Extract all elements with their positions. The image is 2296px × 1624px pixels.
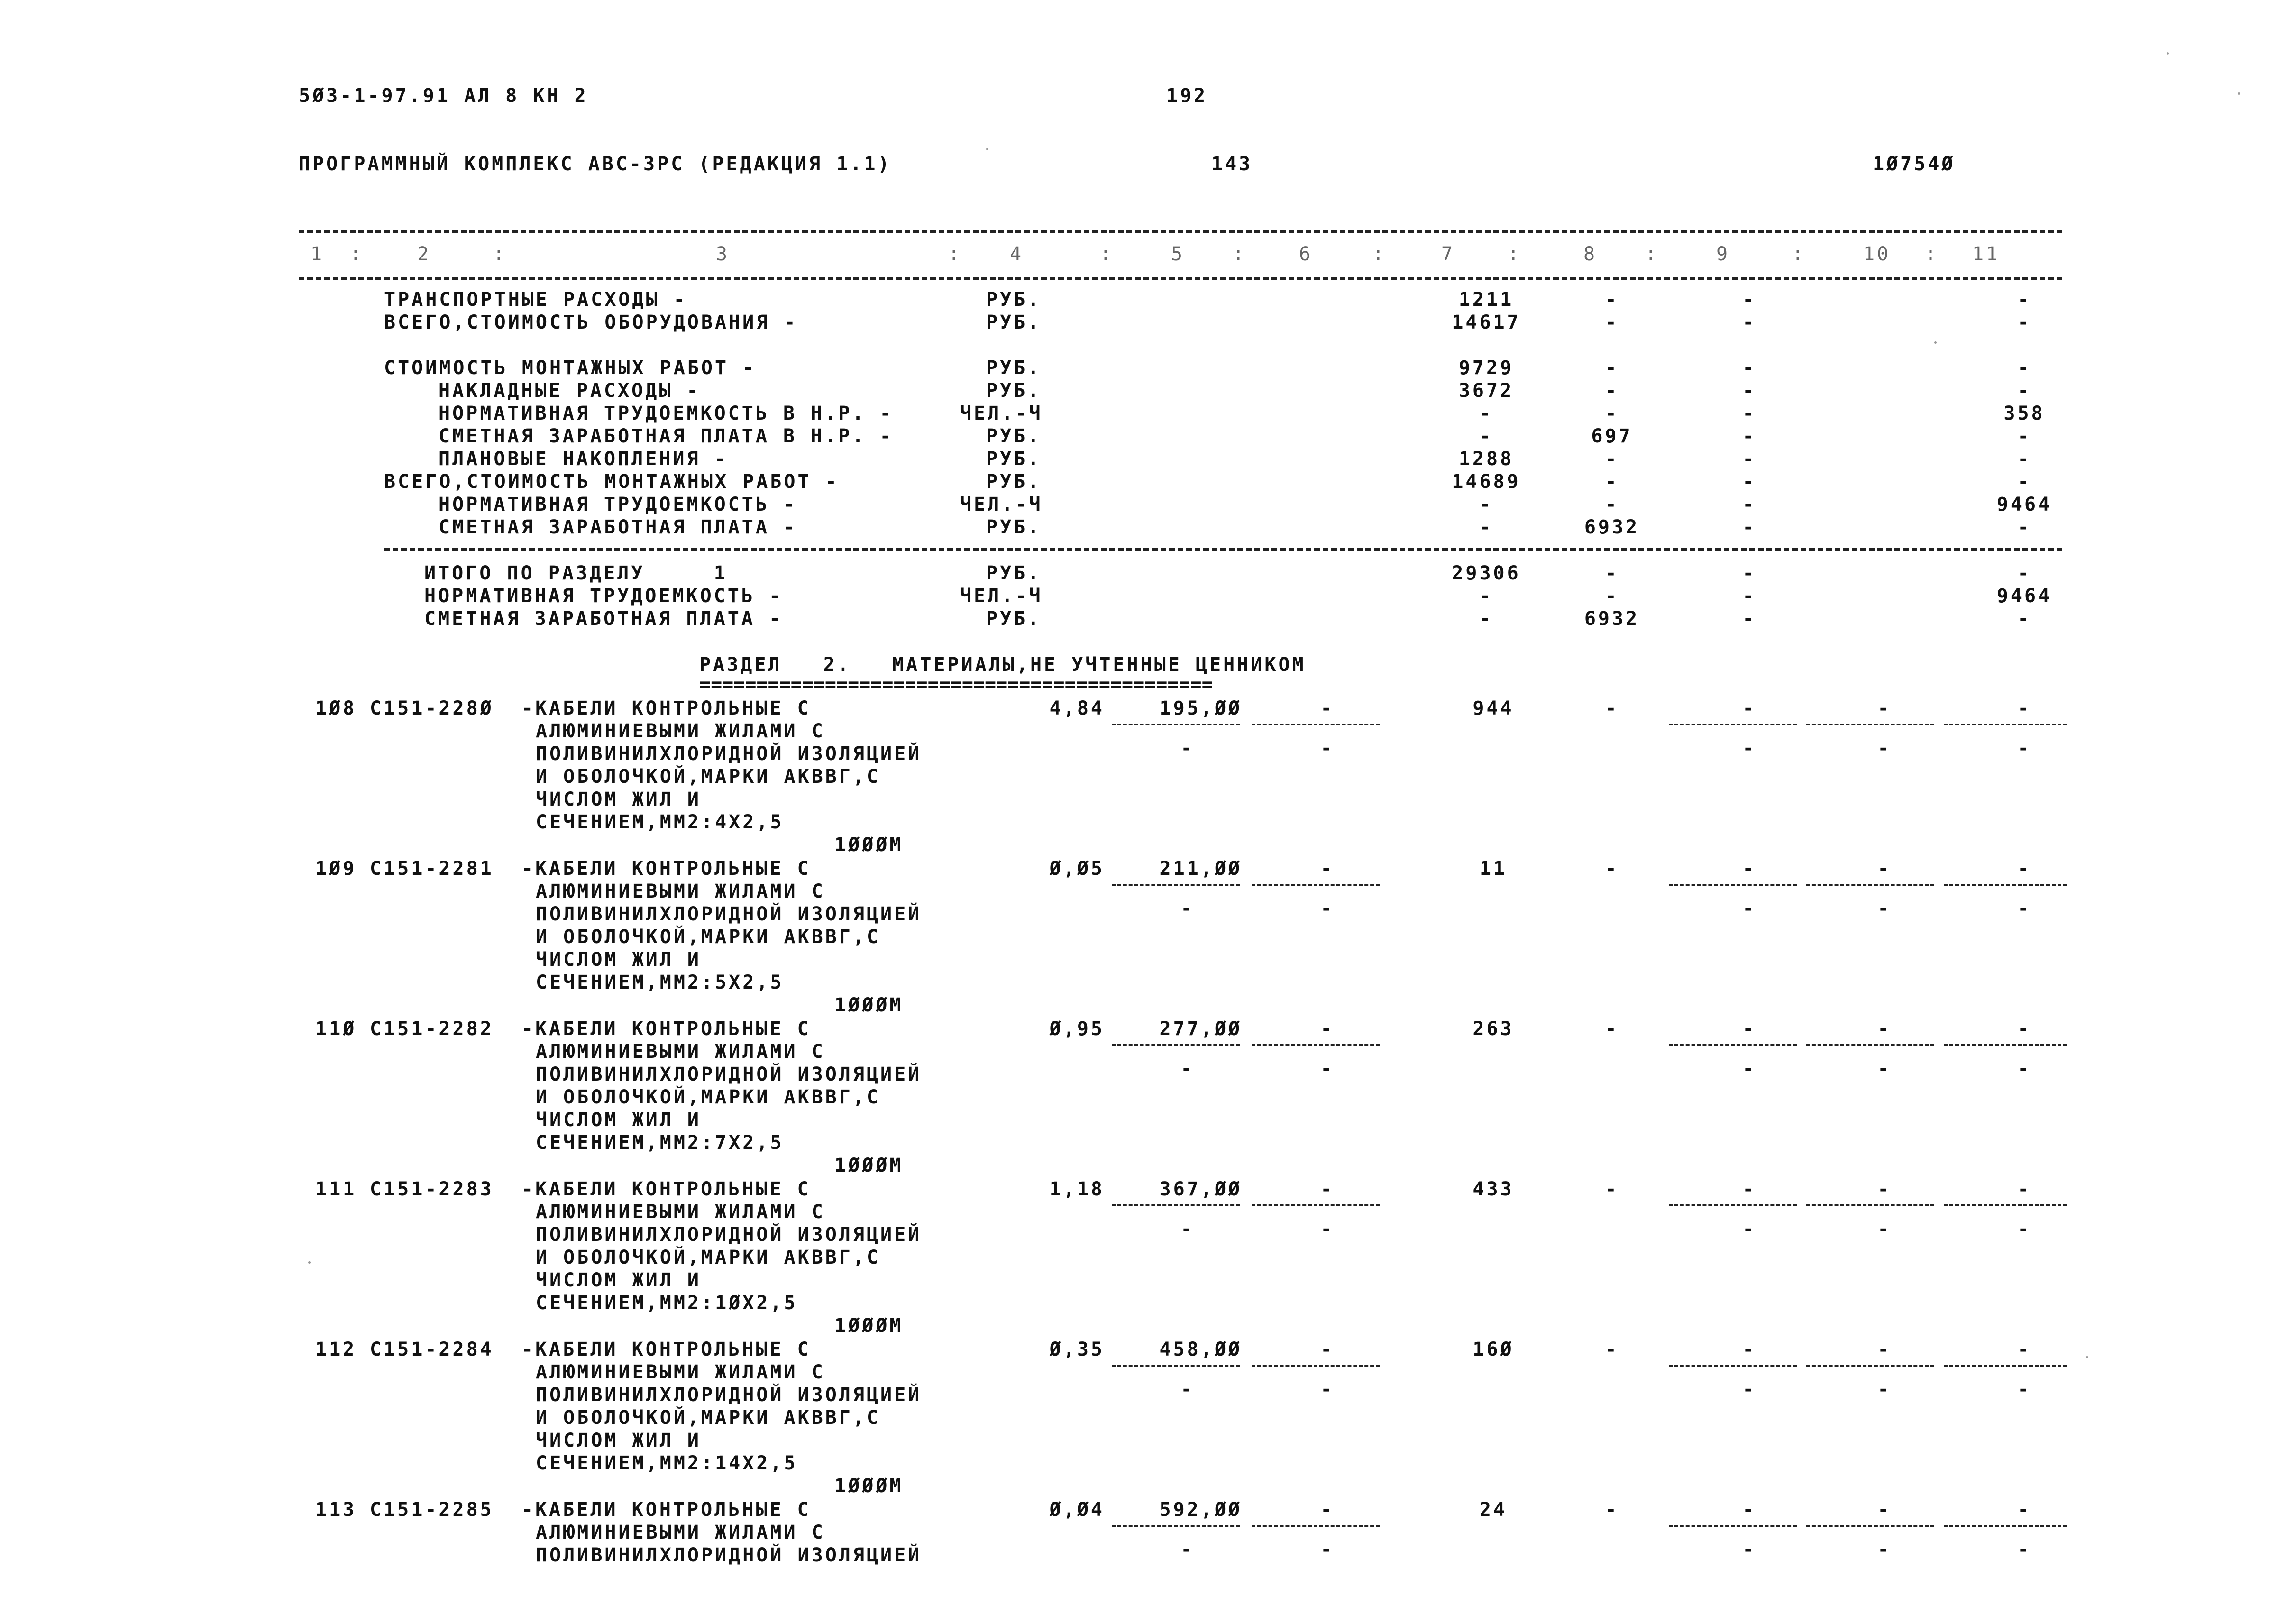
total-unit: ЧЕЛ.-Ч: [960, 585, 1043, 607]
item-subtotal-rule: [1669, 724, 1797, 725]
item-description-line: СЕЧЕНИЕМ,ММ2:5Х2,5: [536, 972, 784, 993]
item-col9: -: [1742, 1339, 1756, 1360]
item-unit: 1ØØØМ: [834, 1155, 904, 1176]
item-description-line: СЕЧЕНИЕМ,ММ2:4Х2,5: [536, 811, 784, 833]
item-col11: -: [2017, 1178, 2031, 1200]
item-sub-col10: -: [1877, 1539, 1892, 1560]
item-price: 195,ØØ: [1159, 697, 1242, 719]
item-subtotal-rule: [1944, 1044, 2067, 1046]
page-number: 192: [1166, 85, 1208, 107]
summary-col8: 697: [1591, 425, 1633, 447]
item-description-line: -КАБЕЛИ КОНТРОЛЬНЫЕ С: [521, 1339, 811, 1360]
item-description-line: ПОЛИВИНИЛХЛОРИДНОЙ ИЗОЛЯЦИЕЙ: [536, 903, 922, 925]
item-sub-col10: -: [1877, 737, 1892, 759]
summary-col9: -: [1742, 516, 1756, 538]
column-header-cell: 2: [417, 243, 431, 265]
total-col7: 29306: [1452, 562, 1521, 584]
total-col8: -: [1605, 562, 1619, 584]
item-col11: -: [2017, 858, 2031, 880]
column-header-cell: :: [350, 243, 364, 265]
item-description-line: АЛЮМИНИЕВЫМИ ЖИЛАМИ С: [536, 720, 825, 742]
item-col8: -: [1605, 697, 1619, 719]
item-number: 1Ø9: [315, 858, 357, 880]
item-description-line: -КАБЕЛИ КОНТРОЛЬНЫЕ С: [521, 1499, 811, 1521]
item-col9: -: [1742, 697, 1756, 719]
item-sub-col6: -: [1320, 1058, 1335, 1080]
column-header-cell: :: [1100, 243, 1114, 265]
item-code: С151-2283: [370, 1178, 494, 1200]
summary-col7: -: [1479, 516, 1493, 538]
item-quantity: Ø,Ø5: [1049, 858, 1105, 880]
summary-col7: 14617: [1452, 312, 1521, 333]
item-subtotal-rule: [1252, 1525, 1380, 1527]
summary-col7: 1288: [1458, 448, 1514, 470]
item-subtotal-rule: [1252, 884, 1380, 886]
item-sub-col6: -: [1320, 1378, 1335, 1400]
summary-col7: 14689: [1452, 471, 1521, 493]
item-col11: -: [2017, 1339, 2031, 1360]
item-description-line: -КАБЕЛИ КОНТРОЛЬНЫЕ С: [521, 697, 811, 719]
item-subtotal-rule: [1806, 1365, 1934, 1367]
item-description-line: И ОБОЛОЧКОЙ,МАРКИ АКВВГ,С: [536, 926, 881, 948]
item-subtotal-rule: [1806, 1525, 1934, 1527]
item-col8: -: [1605, 858, 1619, 880]
summary-col11: -: [2017, 357, 2031, 379]
scan-speck: [308, 1261, 311, 1264]
total-unit: РУБ.: [986, 562, 1042, 584]
summary-col7: 9729: [1458, 357, 1514, 379]
summary-col7: -: [1479, 494, 1493, 515]
item-col11: -: [2017, 697, 2031, 719]
item-subtotal-rule: [1806, 1204, 1934, 1206]
item-unit: 1ØØØМ: [834, 994, 904, 1016]
item-number: 1Ø8: [315, 697, 357, 719]
item-description-line: ПОЛИВИНИЛХЛОРИДНОЙ ИЗОЛЯЦИЕЙ: [536, 1384, 922, 1406]
total-col11: -: [2017, 608, 2031, 630]
summary-col8: -: [1605, 289, 1619, 311]
summary-label: СТОИМОСТЬ МОНТАЖНЫХ РАБОТ -: [384, 357, 757, 379]
item-subtotal-rule: [1669, 884, 1797, 886]
summary-col11: -: [2017, 312, 2031, 333]
section-title-underline: =============================================: [699, 674, 1213, 696]
item-subtotal-rule: [1112, 1365, 1240, 1367]
summary-label: НАКЛАДНЫЕ РАСХОДЫ -: [439, 380, 701, 402]
item-sub-col6: -: [1320, 1218, 1335, 1240]
item-col8: -: [1605, 1499, 1619, 1521]
summary-col11: -: [2017, 380, 2031, 402]
item-col9: -: [1742, 858, 1756, 880]
item-sub-col6: -: [1320, 898, 1335, 919]
item-subtotal-rule: [1252, 724, 1380, 725]
item-subtotal-rule: [1806, 724, 1934, 725]
item-col8: -: [1605, 1018, 1619, 1040]
sheet-number: 143: [1211, 153, 1253, 175]
summary-unit: РУБ.: [986, 516, 1042, 538]
item-col9: -: [1742, 1499, 1756, 1521]
item-description-line: ПОЛИВИНИЛХЛОРИДНОЙ ИЗОЛЯЦИЕЙ: [536, 1064, 922, 1085]
summary-col11: 9464: [1996, 494, 2052, 515]
item-subtotal-rule: [1669, 1525, 1797, 1527]
document-number: 1Ø754Ø: [1873, 153, 1956, 175]
item-sub-col10: -: [1877, 1378, 1892, 1400]
item-subtotal-rule: [1252, 1204, 1380, 1206]
item-description-line: СЕЧЕНИЕМ,ММ2:7Х2,5: [536, 1132, 784, 1154]
program-title: ПРОГРАММНЫЙ КОМПЛЕКС АВС-3РС (РЕДАКЦИЯ 1.1): [299, 153, 892, 175]
column-header-cell: :: [493, 243, 507, 265]
item-description-line: ЧИСЛОМ ЖИЛ И: [536, 1430, 701, 1451]
item-col10: -: [1877, 1339, 1892, 1360]
item-col6: -: [1320, 697, 1335, 719]
item-subtotal-rule: [1669, 1044, 1797, 1046]
summary-label: ПЛАНОВЫЕ НАКОПЛЕНИЯ -: [439, 448, 728, 470]
item-subtotal-rule: [1252, 1044, 1380, 1046]
item-col8: -: [1605, 1339, 1619, 1360]
table-top-rule: [299, 230, 2062, 233]
summary-col8: -: [1605, 403, 1619, 424]
item-subtotal-rule: [1806, 1044, 1934, 1046]
item-code: С151-228Ø: [370, 697, 494, 719]
item-description-line: АЛЮМИНИЕВЫМИ ЖИЛАМИ С: [536, 1041, 825, 1063]
summary-label: ТРАНСПОРТНЫЕ РАСХОДЫ -: [384, 289, 687, 311]
summary-label: НОРМАТИВНАЯ ТРУДОЕМКОСТЬ -: [439, 494, 797, 515]
item-description-line: ЧИСЛОМ ЖИЛ И: [536, 1269, 701, 1291]
column-header-cell: 7: [1441, 243, 1455, 265]
summary-col7: -: [1479, 425, 1493, 447]
item-sub-col11: -: [2017, 1378, 2031, 1400]
total-col9: -: [1742, 562, 1756, 584]
item-sub-col9: -: [1742, 737, 1756, 759]
item-sub-col6: -: [1320, 737, 1335, 759]
summary-col7: 3672: [1458, 380, 1514, 402]
summary-unit: РУБ.: [986, 471, 1042, 493]
item-quantity: Ø,95: [1049, 1018, 1105, 1040]
item-code: С151-2282: [370, 1018, 494, 1040]
summary-col9: -: [1742, 448, 1756, 470]
summary-unit: РУБ.: [986, 448, 1042, 470]
item-description-line: ПОЛИВИНИЛХЛОРИДНОЙ ИЗОЛЯЦИЕЙ: [536, 743, 922, 765]
item-subtotal-rule: [1112, 1525, 1240, 1527]
summary-col9: -: [1742, 403, 1756, 424]
item-sub-col11: -: [2017, 1218, 2031, 1240]
item-col6: -: [1320, 858, 1335, 880]
item-col10: -: [1877, 1499, 1892, 1521]
item-col10: -: [1877, 1178, 1892, 1200]
column-header-cell: 6: [1299, 243, 1313, 265]
summary-col11: -: [2017, 448, 2031, 470]
item-quantity: Ø,Ø4: [1049, 1499, 1105, 1521]
item-sub-col10: -: [1877, 898, 1892, 919]
scan-speck: [1934, 341, 1937, 344]
column-header-cell: 11: [1972, 243, 2000, 265]
document-code: 5Ø3-1-97.91 АЛ 8 КН 2: [299, 85, 588, 107]
item-description-line: -КАБЕЛИ КОНТРОЛЬНЫЕ С: [521, 858, 811, 880]
item-col11: -: [2017, 1499, 2031, 1521]
item-col7: 24: [1479, 1499, 1508, 1521]
column-header-cell: 1: [311, 243, 325, 265]
item-col10: -: [1877, 697, 1892, 719]
item-number: 112: [315, 1339, 357, 1360]
summary-col9: -: [1742, 425, 1756, 447]
item-sub-col9: -: [1742, 1058, 1756, 1080]
item-col10: -: [1877, 858, 1892, 880]
column-header-cell: 8: [1583, 243, 1598, 265]
item-description-line: ЧИСЛОМ ЖИЛ И: [536, 1109, 701, 1131]
column-header-cell: :: [948, 243, 962, 265]
item-price: 367,ØØ: [1159, 1178, 1242, 1200]
item-sub-col5: -: [1180, 1539, 1195, 1560]
summary-col9: -: [1742, 494, 1756, 515]
summary-unit: РУБ.: [986, 357, 1042, 379]
total-col7: -: [1479, 608, 1493, 630]
summary-col8: -: [1605, 380, 1619, 402]
item-col6: -: [1320, 1339, 1335, 1360]
item-subtotal-rule: [1669, 1365, 1797, 1367]
item-col7: 16Ø: [1473, 1339, 1514, 1360]
summary-unit: РУБ.: [986, 312, 1042, 333]
item-quantity: Ø,35: [1049, 1339, 1105, 1360]
item-sub-col11: -: [2017, 898, 2031, 919]
item-price: 458,ØØ: [1159, 1339, 1242, 1360]
total-col11: 9464: [1996, 585, 2052, 607]
item-sub-col5: -: [1180, 898, 1195, 919]
item-subtotal-rule: [1252, 1365, 1380, 1367]
column-header-cell: 5: [1171, 243, 1185, 265]
item-sub-col5: -: [1180, 1378, 1195, 1400]
item-sub-col6: -: [1320, 1539, 1335, 1560]
item-description-line: И ОБОЛОЧКОЙ,МАРКИ АКВВГ,С: [536, 1407, 881, 1429]
column-header-cell: :: [1645, 243, 1659, 265]
item-col7: 11: [1479, 858, 1508, 880]
summary-unit: РУБ.: [986, 425, 1042, 447]
item-code: С151-2281: [370, 858, 494, 880]
item-col7: 263: [1473, 1018, 1514, 1040]
item-sub-col9: -: [1742, 1218, 1756, 1240]
summary-col8: -: [1605, 471, 1619, 493]
scan-speck: [2167, 52, 2169, 55]
item-price: 211,ØØ: [1159, 858, 1242, 880]
item-code: С151-2285: [370, 1499, 494, 1521]
item-sub-col10: -: [1877, 1058, 1892, 1080]
item-subtotal-rule: [1944, 724, 2067, 725]
item-description-line: И ОБОЛОЧКОЙ,МАРКИ АКВВГ,С: [536, 1086, 881, 1108]
column-header-cell: 9: [1716, 243, 1730, 265]
summary-col7: -: [1479, 403, 1493, 424]
item-description-line: -КАБЕЛИ КОНТРОЛЬНЫЕ С: [521, 1018, 811, 1040]
item-col11: -: [2017, 1018, 2031, 1040]
summary-unit: ЧЕЛ.-Ч: [960, 403, 1043, 424]
item-description-line: СЕЧЕНИЕМ,ММ2:1ØХ2,5: [536, 1292, 798, 1314]
item-description-line: АЛЮМИНИЕВЫМИ ЖИЛАМИ С: [536, 881, 825, 902]
item-sub-col9: -: [1742, 1378, 1756, 1400]
summary-col8: -: [1605, 357, 1619, 379]
item-description-line: ПОЛИВИНИЛХЛОРИДНОЙ ИЗОЛЯЦИЕЙ: [536, 1544, 922, 1566]
item-unit: 1ØØØМ: [834, 1315, 904, 1337]
summary-col9: -: [1742, 380, 1756, 402]
item-subtotal-rule: [1112, 884, 1240, 886]
item-sub-col5: -: [1180, 1058, 1195, 1080]
item-subtotal-rule: [1944, 884, 2067, 886]
item-col8: -: [1605, 1178, 1619, 1200]
item-description-line: -КАБЕЛИ КОНТРОЛЬНЫЕ С: [521, 1178, 811, 1200]
item-number: 111: [315, 1178, 357, 1200]
item-subtotal-rule: [1112, 1204, 1240, 1206]
summary-col8: 6932: [1584, 516, 1640, 538]
item-col6: -: [1320, 1178, 1335, 1200]
column-header-cell: 4: [1010, 243, 1024, 265]
item-subtotal-rule: [1806, 884, 1934, 886]
total-col7: -: [1479, 585, 1493, 607]
item-col7: 944: [1473, 697, 1514, 719]
column-header-cell: :: [1792, 243, 1806, 265]
summary-col11: -: [2017, 471, 2031, 493]
total-col8: -: [1605, 585, 1619, 607]
summary-col8: -: [1605, 448, 1619, 470]
item-quantity: 4,84: [1049, 697, 1105, 719]
scan-speck: [2238, 92, 2240, 95]
item-description-line: И ОБОЛОЧКОЙ,МАРКИ АКВВГ,С: [536, 1247, 881, 1268]
summary-col11: -: [2017, 289, 2031, 311]
item-price: 592,ØØ: [1159, 1499, 1242, 1521]
item-col10: -: [1877, 1018, 1892, 1040]
item-sub-col11: -: [2017, 1539, 2031, 1560]
item-sub-col11: -: [2017, 737, 2031, 759]
item-col9: -: [1742, 1178, 1756, 1200]
header-bottom-rule: [299, 277, 2062, 280]
summary-col8: -: [1605, 494, 1619, 515]
scan-speck: [2086, 1356, 2088, 1358]
summary-unit: ЧЕЛ.-Ч: [960, 494, 1043, 515]
item-unit: 1ØØØМ: [834, 1475, 904, 1497]
item-sub-col9: -: [1742, 1539, 1756, 1560]
column-header-cell: :: [1372, 243, 1387, 265]
item-description-line: АЛЮМИНИЕВЫМИ ЖИЛАМИ С: [536, 1361, 825, 1383]
column-header-cell: :: [1508, 243, 1522, 265]
item-description-line: СЕЧЕНИЕМ,ММ2:14Х2,5: [536, 1452, 798, 1474]
summary-label: НОРМАТИВНАЯ ТРУДОЕМКОСТЬ В Н.Р. -: [439, 403, 894, 424]
item-subtotal-rule: [1112, 1044, 1240, 1046]
item-sub-col10: -: [1877, 1218, 1892, 1240]
summary-col8: -: [1605, 312, 1619, 333]
item-sub-col9: -: [1742, 898, 1756, 919]
item-subtotal-rule: [1944, 1525, 2067, 1527]
column-header-cell: 3: [716, 243, 730, 265]
item-code: С151-2284: [370, 1339, 494, 1360]
summary-label: ВСЕГО,СТОИМОСТЬ ОБОРУДОВАНИЯ -: [384, 312, 798, 333]
item-subtotal-rule: [1112, 724, 1240, 725]
summary-col11: -: [2017, 425, 2031, 447]
section-title: РАЗДЕЛ 2. МАТЕРИАЛЫ,НЕ УЧТЕННЫЕ ЦЕННИКОМ: [699, 654, 1306, 676]
item-quantity: 1,18: [1049, 1178, 1105, 1200]
item-description-line: И ОБОЛОЧКОЙ,МАРКИ АКВВГ,С: [536, 766, 881, 788]
item-price: 277,ØØ: [1159, 1018, 1242, 1040]
column-header-cell: 10: [1863, 243, 1891, 265]
item-subtotal-rule: [1944, 1365, 2067, 1367]
item-description-line: ЧИСЛОМ ЖИЛ И: [536, 789, 701, 810]
total-label: ИТОГО ПО РАЗДЕЛУ 1: [424, 562, 728, 584]
item-description-line: ЧИСЛОМ ЖИЛ И: [536, 949, 701, 971]
total-col11: -: [2017, 562, 2031, 584]
column-header-cell: :: [1925, 243, 1939, 265]
total-label: НОРМАТИВНАЯ ТРУДОЕМКОСТЬ -: [424, 585, 783, 607]
summary-label: СМЕТНАЯ ЗАРАБОТНАЯ ПЛАТА -: [439, 516, 797, 538]
item-col6: -: [1320, 1499, 1335, 1521]
total-unit: РУБ.: [986, 608, 1042, 630]
total-col9: -: [1742, 608, 1756, 630]
total-col9: -: [1742, 585, 1756, 607]
summary-col11: -: [2017, 516, 2031, 538]
item-col6: -: [1320, 1018, 1335, 1040]
summary-col7: 1211: [1458, 289, 1514, 311]
summary-col9: -: [1742, 289, 1756, 311]
item-col7: 433: [1473, 1178, 1514, 1200]
item-col9: -: [1742, 1018, 1756, 1040]
item-subtotal-rule: [1944, 1204, 2067, 1206]
item-description-line: АЛЮМИНИЕВЫМИ ЖИЛАМИ С: [536, 1522, 825, 1543]
summary-unit: РУБ.: [986, 380, 1042, 402]
summary-unit: РУБ.: [986, 289, 1042, 311]
item-sub-col5: -: [1180, 737, 1195, 759]
summary-col9: -: [1742, 357, 1756, 379]
column-header-cell: :: [1233, 243, 1247, 265]
item-number: 113: [315, 1499, 357, 1521]
item-sub-col11: -: [2017, 1058, 2031, 1080]
total-label: СМЕТНАЯ ЗАРАБОТНАЯ ПЛАТА -: [424, 608, 783, 630]
item-description-line: ПОЛИВИНИЛХЛОРИДНОЙ ИЗОЛЯЦИЕЙ: [536, 1224, 922, 1246]
summary-col11: 358: [2003, 403, 2045, 424]
summary-label: СМЕТНАЯ ЗАРАБОТНАЯ ПЛАТА В Н.Р. -: [439, 425, 894, 447]
item-description-line: АЛЮМИНИЕВЫМИ ЖИЛАМИ С: [536, 1201, 825, 1223]
item-sub-col5: -: [1180, 1218, 1195, 1240]
summary-col9: -: [1742, 312, 1756, 333]
summary-col9: -: [1742, 471, 1756, 493]
total-col8: 6932: [1584, 608, 1640, 630]
scan-speck: [986, 148, 988, 150]
item-unit: 1ØØØМ: [834, 834, 904, 856]
item-number: 11Ø: [315, 1018, 357, 1040]
item-subtotal-rule: [1669, 1204, 1797, 1206]
summary-separator: [384, 548, 2062, 551]
summary-label: ВСЕГО,СТОИМОСТЬ МОНТАЖНЫХ РАБОТ -: [384, 471, 839, 493]
